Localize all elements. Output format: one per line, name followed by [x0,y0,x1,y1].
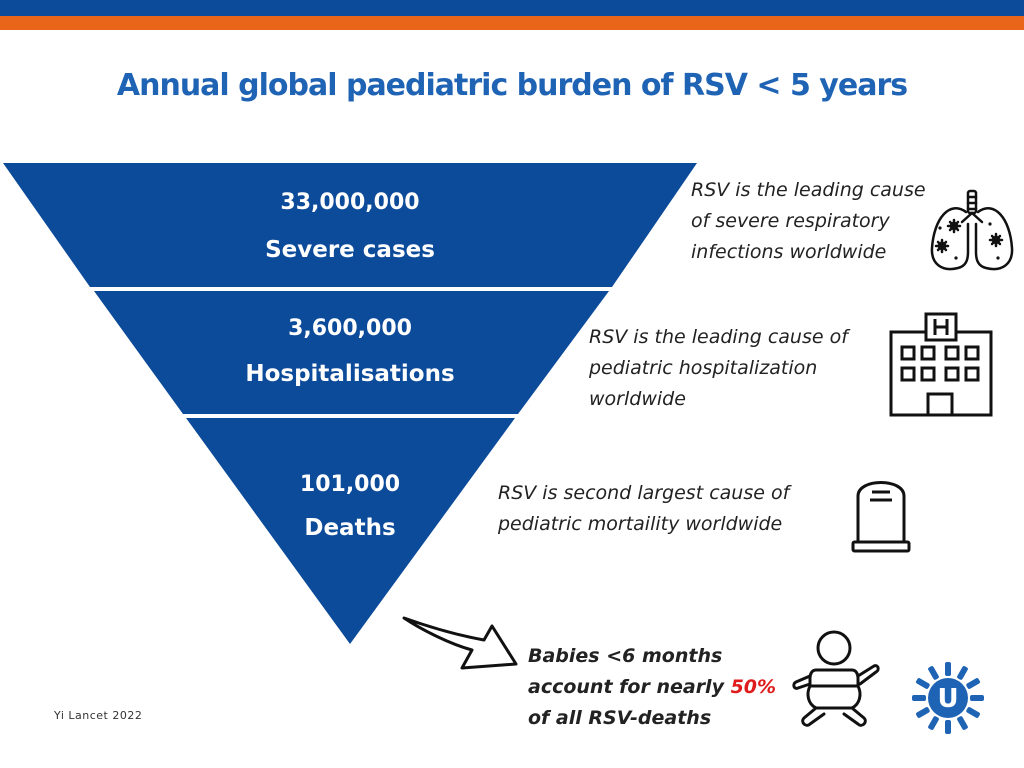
funnel-label-severe: Severe cases [265,237,435,263]
funnel-label-hospitalisations: Hospitalisations [245,361,455,387]
baby-icon [790,628,880,732]
hospital-icon [888,310,996,418]
highlight-percent: 50% [730,676,777,698]
university-logo-icon [910,660,986,736]
funnel-value-deaths: 101,000 [299,472,401,497]
highlight-line-3: of all RSV-deaths [528,707,712,729]
highlight-line-1: Babies <6 months [528,645,723,667]
description-mortality: RSV is second largest cause of pediatric mortaility worldwide [498,482,790,535]
highlight-line-2-text: account for nearly [528,676,731,698]
funnel-band-hospitalisations [94,291,609,414]
description-severe: RSV is the leading cause of severe respiratory infections worldwide [691,179,926,263]
page-title: Annual global paediatric burden of RSV < 5 years [116,68,908,103]
gravestone-icon [848,470,914,556]
source-citation: Yi Lancet 2022 [54,709,143,722]
funnel-value-severe: 33,000,000 [280,190,420,215]
highlight-text [528,641,808,734]
funnel-value-hospitalisations: 3,600,000 [288,316,412,341]
svg-text:U: U [937,684,959,714]
funnel-label-deaths: Deaths [304,515,396,541]
arrow-icon [400,610,520,690]
funnel-band-severe [3,163,697,287]
lungs-icon [928,188,1018,278]
highlight-line-2 [528,672,808,703]
description-hospitalisation: RSV is the leading cause of pediatric hospitalization worldwide [589,326,848,410]
